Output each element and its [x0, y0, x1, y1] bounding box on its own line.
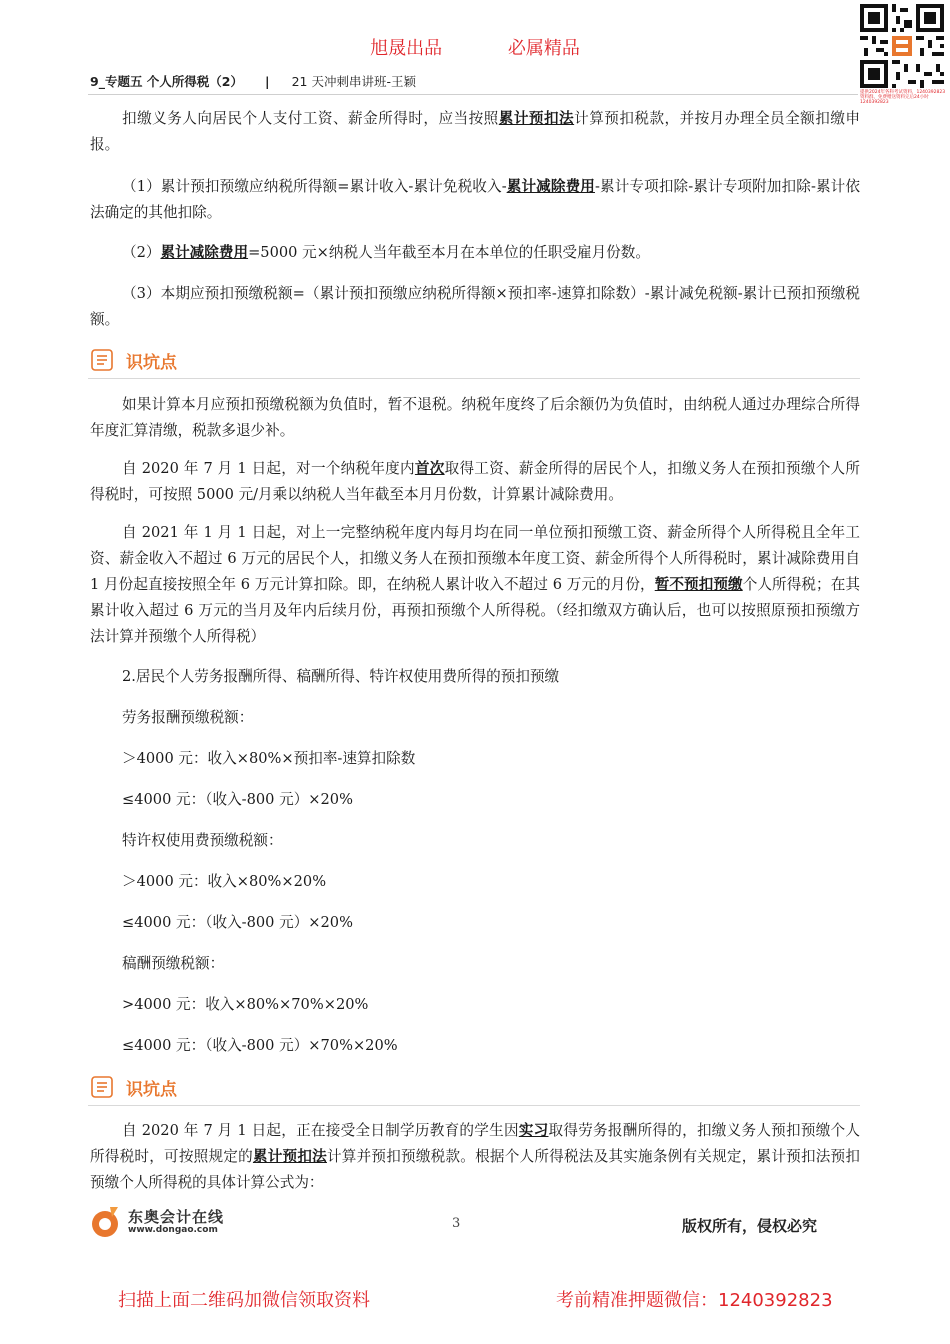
paragraph-8: 自 2020 年 7 月 1 日起，正在接受全日制学历教育的学生因实习取得劳务报酬所得的，扣缴义务人预扣预缴个人所得税时，可按照规定的累计预扣法计算并预扣预缴税款。根据个人所得税法及其实施条例有关规定，累计预扣法预扣预缴个人所得税的具体计算公式为： — [90, 1122, 860, 1191]
dongao-logo-icon — [90, 1205, 122, 1239]
promo-left: 扫描上面二维码加微信领取资料 — [118, 1290, 370, 1311]
header-course: 21 天冲刺串讲班-王颖 — [291, 74, 416, 89]
qr-code-icon — [860, 4, 944, 88]
emphasis: 暂不预扣预缴 — [654, 576, 743, 593]
formula-line: 特许权使用费预缴税额： — [122, 832, 283, 849]
paragraph-3: （2）累计减除费用=5000 元×纳税人当年截至本月在本单位的任职受雇月份数。 — [122, 244, 650, 261]
note-list-icon — [91, 1076, 113, 1098]
paragraph-7: 自 2021 年 1 月 1 日起，对上一完整纳税年度内每月均在同一单位预扣预缴工资、薪金所得个人所得税且全年工资、薪金收入不超过 6 万元的居民个人，扣缴义务人在预扣预缴本年度工资、薪金所得个人所得税时，累计减除费用自 1 月份起直接按照全年 6 万元计算扣除。即，在纳税人累计收入不超过 6 万元的月份，暂不预扣预缴个人所得税；在其累计收入超过 6 万元的当月及年内后续月份，再预扣预缴个人所得税。（经扣缴双方确认后，也可以按照原预扣预缴方法计算并预缴个人所得税） — [90, 524, 860, 645]
formula-line: 2.居民个人劳务报酬所得、稿酬所得、特许权使用费所得的预扣预缴 — [122, 668, 560, 685]
dongao-logo — [90, 1203, 250, 1243]
formula-line: ≤4000 元：（收入-800 元）×70%×20% — [122, 1037, 398, 1054]
header-divider — [88, 94, 858, 95]
formula-line: 劳务报酬预缴税额： — [122, 709, 254, 726]
emphasis: 累计预扣法 — [252, 1148, 327, 1165]
brand-right: 必属精品 — [507, 38, 580, 59]
header-separator: | — [265, 74, 270, 89]
page-number: 3 — [452, 1216, 461, 1231]
page-header — [90, 72, 416, 90]
paragraph-5: 如果计算本月应预扣预缴税额为负值时，暂不退税。纳税年度终了后余额仍为负值时，由纳税人通过办理综合所得年度汇算清缴，税款多退少补。 — [90, 396, 860, 439]
emphasis: 累计减除费用 — [506, 178, 595, 195]
qr-note: 提供2024年各科考试资料，1240392823 资料群，免费赠送资料完后24小时 1240392823 — [860, 90, 946, 105]
formula-line: 稿酬预缴税额： — [122, 955, 225, 972]
formula-line: ＞4000 元：收入×80%×20% — [122, 873, 327, 890]
promo-right: 考前精准押题微信：1240392823 — [556, 1290, 833, 1311]
formula-line: >4000 元：收入×80%×70%×20% — [122, 996, 369, 1013]
paragraph-2: （1）累计预扣预缴应纳税所得额=累计收入-累计免税收入-累计减除费用-累计专项扣除-累计专项附加扣除-累计依法确定的其他扣除。 — [90, 178, 860, 221]
paragraph-4: （3）本期应预扣预缴税额=（累计预扣预缴应纳税所得额×预扣率-速算扣除数）-累计减免税额-累计已预扣预缴税额。 — [90, 285, 860, 328]
emphasis: 累计预扣法 — [498, 110, 575, 127]
emphasis: 首次 — [414, 460, 445, 477]
formula-line: ≤4000 元：（收入-800 元）×20% — [122, 914, 353, 931]
pitfall-heading — [88, 344, 860, 379]
brand-left: 旭晟出品 — [370, 38, 443, 59]
brand-banner — [0, 34, 950, 60]
header-section: 9_专题五 个人所得税（2） — [90, 74, 243, 89]
pitfall-label: 识坑点 — [126, 353, 177, 373]
logo-url: www.dongao.com — [128, 1225, 218, 1235]
formula-line: ≤4000 元：（收入-800 元）×20% — [122, 791, 353, 808]
note-list-icon — [91, 349, 113, 371]
emphasis: 累计减除费用 — [160, 244, 249, 261]
formula-line: ＞4000 元：收入×80%×预扣率-速算扣除数 — [122, 750, 416, 767]
pitfall-heading — [88, 1071, 860, 1106]
pitfall-label: 识坑点 — [126, 1080, 177, 1100]
paragraph-1: 扣缴义务人向居民个人支付工资、薪金所得时，应当按照累计预扣法计算预扣税款，并按月办理全员全额扣缴申报。 — [90, 110, 860, 153]
paragraph-6: 自 2020 年 7 月 1 日起，对一个纳税年度内首次取得工资、薪金所得的居民个人，扣缴义务人在预扣预缴个人所得税时，可按照 5000 元/月乘以纳税人当年截至本月月份数，计算累计减除费用。 — [90, 460, 860, 503]
logo-name: 东奥会计在线 — [128, 1208, 225, 1226]
copyright-notice: 版权所有，侵权必究 — [682, 1217, 818, 1235]
emphasis: 实习 — [518, 1122, 549, 1139]
